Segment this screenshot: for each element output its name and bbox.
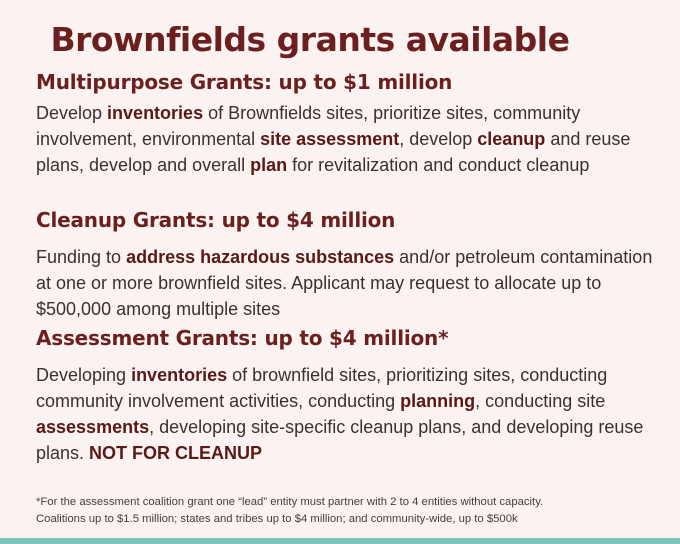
section-text-cleanup <box>36 244 656 322</box>
bold-span: inventories <box>131 365 228 385</box>
text-span: , developing site-specific cleanup plans, and developing reuse plans. <box>36 417 644 463</box>
section-heading-assessment: Assessment Grants: up to $4 million* <box>36 326 449 350</box>
bold-span: planning <box>400 391 476 411</box>
text-span: , conducting site <box>475 391 606 411</box>
text-span: Develop <box>36 103 108 123</box>
text-span: Developing <box>36 365 132 385</box>
text-span: Funding to <box>36 247 127 267</box>
bold-span: inventories <box>107 103 204 123</box>
bold-span: cleanup <box>477 129 546 149</box>
bottom-accent-bar <box>0 538 680 544</box>
text-span: , develop <box>399 129 478 149</box>
page-title: Brownfields grants available <box>50 20 570 59</box>
footnote <box>36 494 666 528</box>
text-span: of Brownfields sites, prioritize sites, community involvement, environmental <box>36 103 581 149</box>
footnote-line-2: Coalitions up to $1.5 million; states and tribes up to $4 million; and community-wide, up to $500k <box>36 513 518 525</box>
bold-span: site assessment <box>260 129 400 149</box>
text-span: and reuse plans, develop and overall <box>36 129 631 175</box>
bold-span: address hazardous substances <box>126 247 395 267</box>
section-heading-cleanup: Cleanup Grants: up to $4 million <box>36 208 396 232</box>
bold-span: NOT FOR CLEANUP <box>89 443 263 463</box>
text-span: of brownfield sites, prioritizing sites, conducting community involvement activities, conducting <box>36 365 608 411</box>
footnote-line-1: *For the assessment coalition grant one “lead” entity must partner with 2 to 4 entities without capacity. <box>36 496 544 508</box>
text-span: and/or petroleum contamination at one or more brownfield sites. Applicant may request to allocate up to $500,000 among multiple sites <box>36 247 653 319</box>
section-heading-multipurpose: Multipurpose Grants: up to $1 million <box>36 70 453 94</box>
bold-span: plan <box>250 155 288 175</box>
section-text-multipurpose <box>36 100 656 178</box>
text-span: for revitalization and conduct cleanup <box>287 155 590 175</box>
bold-span: assessments <box>36 417 150 437</box>
section-text-assessment <box>36 362 656 466</box>
